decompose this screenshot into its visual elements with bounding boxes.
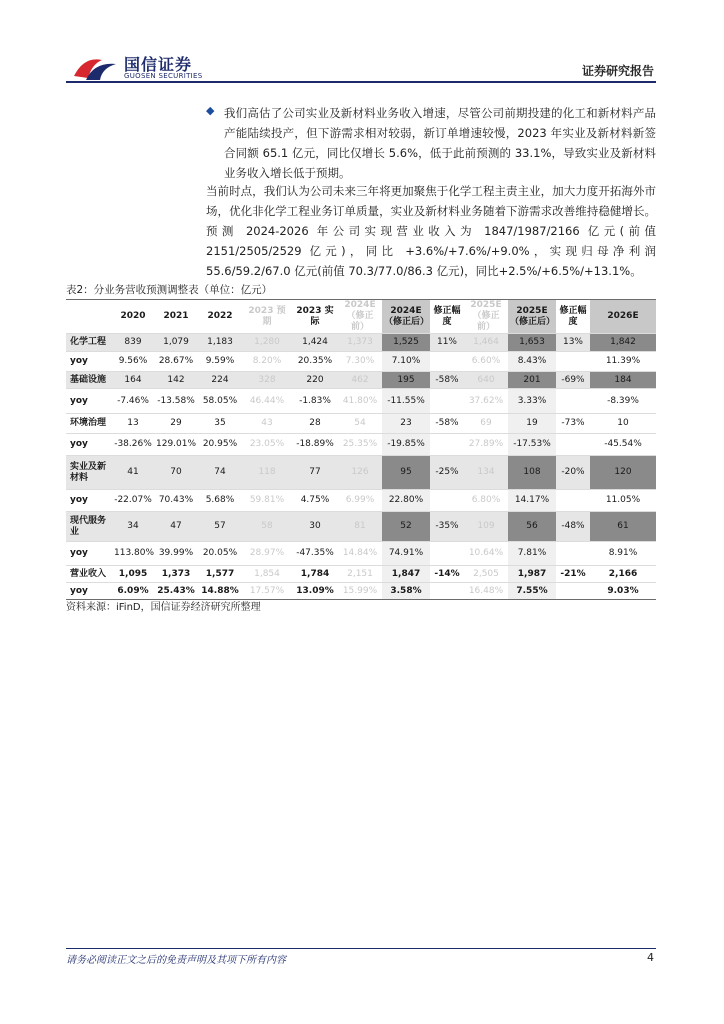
footer-divider (66, 948, 656, 949)
table-cell: -47.35% (292, 542, 338, 566)
table-cell: 28.67% (154, 352, 198, 372)
table-cell (430, 389, 464, 414)
table-header-cell: 2020 (112, 300, 154, 334)
table-cell: 839 (112, 334, 154, 352)
row-label: 基础设施 (66, 372, 112, 389)
table-cell: 95 (382, 456, 430, 490)
table-cell: 28.97% (242, 542, 292, 566)
table-row (66, 352, 656, 372)
table-cell: 109 (464, 512, 508, 542)
table-header-cell: 2023 实际 (292, 300, 338, 334)
table-cell: -14% (430, 566, 464, 583)
table-cell (430, 583, 464, 600)
table-cell: -58% (430, 414, 464, 434)
table-cell: 1,784 (292, 566, 338, 583)
table-row (66, 456, 656, 490)
table-cell: 328 (242, 372, 292, 389)
table-cell: 20.35% (292, 352, 338, 372)
table-cell: -20% (556, 456, 590, 490)
table-cell: 25.43% (154, 583, 198, 600)
header-divider (66, 81, 656, 83)
table-cell: 201 (508, 372, 556, 389)
table-cell: 1,525 (382, 334, 430, 352)
table-cell: 1,183 (198, 334, 242, 352)
table-cell: 54 (338, 414, 382, 434)
table-cell: 14.17% (508, 490, 556, 512)
table-cell: 6.80% (464, 490, 508, 512)
table-cell: 7.30% (338, 352, 382, 372)
table-cell: 20.95% (198, 434, 242, 456)
table-cell: 30 (292, 512, 338, 542)
table-cell: 14.88% (198, 583, 242, 600)
table-cell: 57 (198, 512, 242, 542)
table-cell: 74.91% (382, 542, 430, 566)
table-cell: 6.60% (464, 352, 508, 372)
table-cell: 2,151 (338, 566, 382, 583)
table-cell: 81 (338, 512, 382, 542)
table-cell: 56 (508, 512, 556, 542)
table-cell: 16.48% (464, 583, 508, 600)
table-header-cell: 修正幅度 (556, 300, 590, 334)
table-cell: -69% (556, 372, 590, 389)
table-cell (556, 434, 590, 456)
table-cell: 22.80% (382, 490, 430, 512)
table-cell: -73% (556, 414, 590, 434)
table-cell: 2,505 (464, 566, 508, 583)
table-cell: 47 (154, 512, 198, 542)
table-cell: -25% (430, 456, 464, 490)
table-cell: 29 (154, 414, 198, 434)
revenue-forecast-table (66, 300, 656, 600)
table-cell: 43 (242, 414, 292, 434)
table-cell: 1,987 (508, 566, 556, 583)
table-cell: 41 (112, 456, 154, 490)
table-cell: 37.62% (464, 389, 508, 414)
table-header-cell: 2024E（修正后） (382, 300, 430, 334)
table-cell: 1,653 (508, 334, 556, 352)
row-label: yoy (66, 352, 112, 372)
table-cell: -38.26% (112, 434, 154, 456)
table-cell (430, 434, 464, 456)
table-row (66, 490, 656, 512)
table-cell: 134 (464, 456, 508, 490)
table-cell: -58% (430, 372, 464, 389)
table-cell: 27.89% (464, 434, 508, 456)
table-row (66, 434, 656, 456)
table-header-cell: 2026E (590, 300, 656, 334)
table-cell: 1,842 (590, 334, 656, 352)
row-label: 营业收入 (66, 566, 112, 583)
logo-english-name: GUOSEN SECURITIES (124, 72, 203, 80)
row-label: yoy (66, 490, 112, 512)
table-cell: 126 (338, 456, 382, 490)
table-cell: 224 (198, 372, 242, 389)
table-cell: 23.05% (242, 434, 292, 456)
table-cell: 61 (590, 512, 656, 542)
table-header-cell: 2025E（修正后） (508, 300, 556, 334)
table-cell: -18.89% (292, 434, 338, 456)
table-cell: 11% (430, 334, 464, 352)
table-cell: 52 (382, 512, 430, 542)
table-cell: 1,373 (338, 334, 382, 352)
table-cell: 5.68% (198, 490, 242, 512)
table-cell: 1,424 (292, 334, 338, 352)
table-header-cell: 修正幅度 (430, 300, 464, 334)
table-cell: -22.07% (112, 490, 154, 512)
table-cell: 113.80% (112, 542, 154, 566)
table-cell: 13.09% (292, 583, 338, 600)
table-cell (556, 542, 590, 566)
table-cell: 11.39% (590, 352, 656, 372)
table-cell (556, 389, 590, 414)
table-cell: -8.39% (590, 389, 656, 414)
table-row (66, 583, 656, 600)
table-cell: 6.09% (112, 583, 154, 600)
table-row (66, 414, 656, 434)
table-cell: -17.53% (508, 434, 556, 456)
table-cell: 70 (154, 456, 198, 490)
diamond-bullet-icon: ◆ (206, 104, 215, 117)
table-cell: 15.99% (338, 583, 382, 600)
table-cell (430, 352, 464, 372)
table-cell: 120 (590, 456, 656, 490)
table-row (66, 389, 656, 414)
table-cell: -7.46% (112, 389, 154, 414)
table-header-row (66, 300, 656, 334)
row-label: 化学工程 (66, 334, 112, 352)
row-label: yoy (66, 542, 112, 566)
table-row (66, 512, 656, 542)
table-row (66, 372, 656, 389)
table-cell: 19 (508, 414, 556, 434)
page-header (0, 0, 724, 100)
table-cell: 9.56% (112, 352, 154, 372)
table-cell: 8.20% (242, 352, 292, 372)
table-cell: 11.05% (590, 490, 656, 512)
table-cell: 184 (590, 372, 656, 389)
table-header-cell: 2023 预期 (242, 300, 292, 334)
table-cell: 164 (112, 372, 154, 389)
table-cell: 7.55% (508, 583, 556, 600)
table-cell: 41.80% (338, 389, 382, 414)
table-cell: 8.91% (590, 542, 656, 566)
table-cell: 1,577 (198, 566, 242, 583)
table-cell: 195 (382, 372, 430, 389)
table-header-cell: 2021 (154, 300, 198, 334)
table-cell: 13 (112, 414, 154, 434)
table-cell: -1.83% (292, 389, 338, 414)
table-cell: 9.59% (198, 352, 242, 372)
table-cell: 28 (292, 414, 338, 434)
table-cell: 14.84% (338, 542, 382, 566)
main-paragraph: 当前时点，我们认为公司未来三年将更加聚焦于化学工程主责主业，加大力度开拓海外市场，优化非化学工程业务订单质量，实业及新材料业务随着下游需求改善维持稳健增长。预测 2024-2026 年公司实现营业收入为 1847/1987/2166 亿元(前值 2151/2505/2529 亿元)，同比 +3.6%/+7.6%/+9.0%，实现归母净利润 55.6/59.2/67.0 亿元(前值 70.3/77.0/86.3 亿元)，同比+2.5%/+6.5%/+13.1%。 (206, 184, 656, 278)
table-cell: -11.55% (382, 389, 430, 414)
table-header-cell: 2024E（修正前） (338, 300, 382, 334)
bullet-paragraph: 我们高估了公司实业及新材料业务收入增速，尽管公司前期投建的化工和新材料产品产能陆续投产，但下游需求相对较弱，新订单增速较慢，2023 年实业及新材料新签合同额 65.1 亿元，同比仅增长 5.6%，低于此前预测的 33.1%，导致实业及新材料业务收入增长低于预期。 (224, 106, 656, 180)
page-number: 4 (647, 951, 654, 964)
table-cell: 35 (198, 414, 242, 434)
table-cell: 640 (464, 372, 508, 389)
table-header-cell (66, 300, 112, 334)
table-cell: 1,095 (112, 566, 154, 583)
table-cell: 58 (242, 512, 292, 542)
table-cell (556, 352, 590, 372)
table-cell: 7.10% (382, 352, 430, 372)
table-cell: 77 (292, 456, 338, 490)
table-cell: 59.81% (242, 490, 292, 512)
table-cell: -13.58% (154, 389, 198, 414)
table-cell: 220 (292, 372, 338, 389)
table-cell: 1,280 (242, 334, 292, 352)
table-cell: 23 (382, 414, 430, 434)
table-cell: 13% (556, 334, 590, 352)
table-cell: 108 (508, 456, 556, 490)
table-cell: 46.44% (242, 389, 292, 414)
row-label: yoy (66, 389, 112, 414)
table-cell: 2,166 (590, 566, 656, 583)
table-cell: 129.01% (154, 434, 198, 456)
row-label: 实业及新材料 (66, 456, 112, 490)
table-row (66, 334, 656, 352)
table-cell: 10.64% (464, 542, 508, 566)
table-cell: 1,854 (242, 566, 292, 583)
table-cell: 39.99% (154, 542, 198, 566)
table-row (66, 566, 656, 583)
table-row (66, 542, 656, 566)
table-cell: 4.75% (292, 490, 338, 512)
table-cell: 9.03% (590, 583, 656, 600)
table-cell (430, 542, 464, 566)
table-cell (556, 490, 590, 512)
table-cell: 69 (464, 414, 508, 434)
table-cell: 74 (198, 456, 242, 490)
table-cell: 8.43% (508, 352, 556, 372)
table-cell: 118 (242, 456, 292, 490)
table-cell: -35% (430, 512, 464, 542)
footer-disclaimer: 请务必阅读正文之后的免责声明及其项下所有内容 (66, 955, 286, 966)
table-cell: -21% (556, 566, 590, 583)
table-cell: 20.05% (198, 542, 242, 566)
row-label: 现代服务业 (66, 512, 112, 542)
table-cell: 34 (112, 512, 154, 542)
table-cell: 1,373 (154, 566, 198, 583)
table-cell: 142 (154, 372, 198, 389)
table-cell: 58.05% (198, 389, 242, 414)
table-cell: 1,847 (382, 566, 430, 583)
table-header-cell: 2025E（修正前） (464, 300, 508, 334)
report-type-label: 证券研究报告 (581, 64, 654, 78)
table-cell: 10 (590, 414, 656, 434)
table-cell: -45.54% (590, 434, 656, 456)
table-cell: 3.33% (508, 389, 556, 414)
table-header-cell: 2022 (198, 300, 242, 334)
table-cell: 70.43% (154, 490, 198, 512)
table-cell: -19.85% (382, 434, 430, 456)
guosen-logo (72, 50, 222, 84)
table-cell: 6.99% (338, 490, 382, 512)
table-cell: 3.58% (382, 583, 430, 600)
table-caption: 表2：分业务营收预测调整表（单位：亿元） (66, 284, 273, 296)
logo-chinese-name: 国信证券 (124, 55, 193, 74)
table-cell (430, 490, 464, 512)
table-cell (556, 583, 590, 600)
guosen-logo-icon (72, 52, 120, 82)
table-source: 资料来源：iFinD，国信证券经济研究所整理 (66, 602, 261, 613)
table-cell: 7.81% (508, 542, 556, 566)
table-cell: 17.57% (242, 583, 292, 600)
table-cell: 462 (338, 372, 382, 389)
table-cell: -48% (556, 512, 590, 542)
row-label: yoy (66, 434, 112, 456)
row-label: yoy (66, 583, 112, 600)
table-cell: 1,079 (154, 334, 198, 352)
table-cell: 25.35% (338, 434, 382, 456)
row-label: 环境治理 (66, 414, 112, 434)
table-cell: 1,464 (464, 334, 508, 352)
